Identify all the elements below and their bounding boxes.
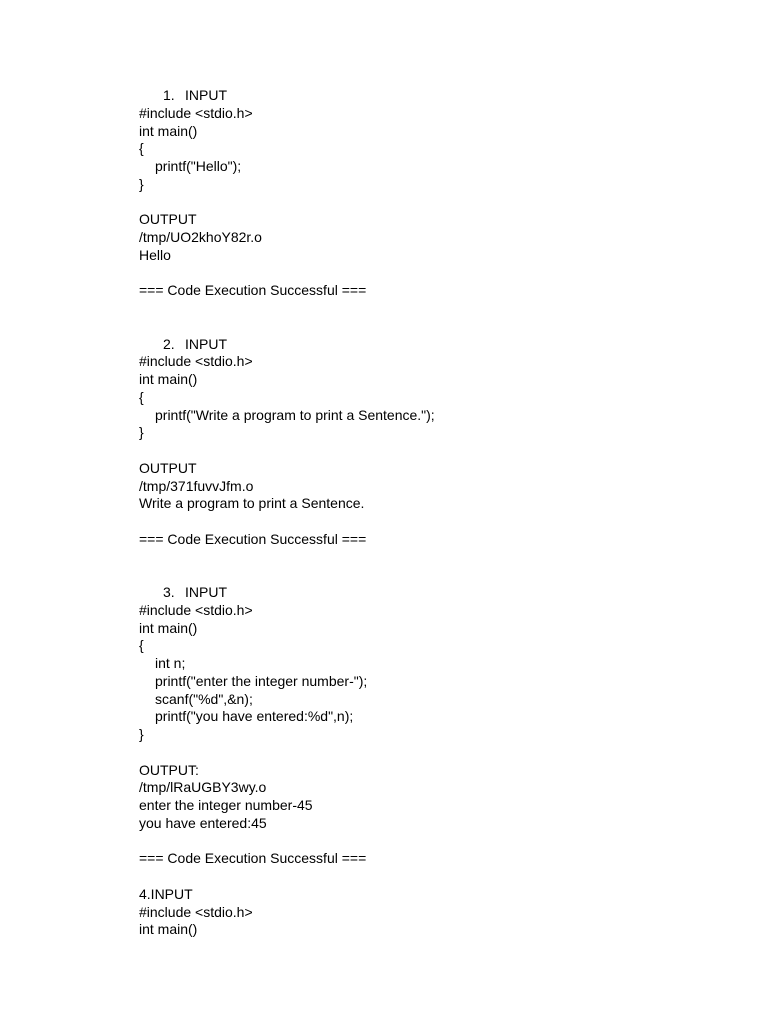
code-line: printf("you have entered:%d",n); — [155, 708, 354, 725]
section-number: 2. — [163, 335, 175, 352]
code-line: int n; — [155, 655, 186, 671]
output-line: Hello — [139, 246, 171, 263]
code-line: int main() — [139, 619, 198, 636]
code-line: #include <stdio.h> — [139, 104, 253, 121]
section-heading-text: INPUT — [185, 87, 227, 103]
code-line: } — [139, 424, 144, 441]
section-number: 1. — [163, 87, 175, 103]
section-heading-text: INPUT — [185, 335, 227, 352]
code-line: printf("enter the integer number-"); — [155, 672, 368, 689]
code-line: #include <stdio.h> — [139, 353, 253, 370]
output-line: /tmp/UO2khoY82r.o — [139, 229, 262, 245]
document-body — [139, 87, 739, 939]
output-line: enter the integer number-45 — [139, 797, 313, 813]
output-label: OUTPUT — [139, 459, 197, 476]
execution-status: === Code Execution Successful === — [139, 530, 367, 547]
output-label: OUTPUT — [139, 211, 197, 228]
code-line: int main() — [139, 371, 198, 387]
code-line: printf("Write a program to print a Sentence."); — [155, 406, 435, 423]
code-line: int main() — [139, 921, 198, 938]
code-line: } — [139, 175, 144, 192]
section-1 — [139, 87, 739, 300]
code-line: } — [139, 726, 144, 742]
output-label: OUTPUT: — [139, 761, 199, 778]
code-line: #include <stdio.h> — [139, 903, 253, 920]
code-line: { — [139, 388, 144, 405]
section-heading — [139, 336, 739, 354]
output-line: Write a program to print a Sentence. — [139, 495, 365, 512]
output-line: /tmp/371fuvvJfm.o — [139, 477, 254, 494]
section-3 — [139, 584, 739, 868]
code-line: #include <stdio.h> — [139, 601, 253, 618]
section-heading — [139, 584, 739, 602]
code-line: printf("Hello"); — [155, 158, 242, 174]
section-number: 3. — [163, 584, 175, 600]
section-heading — [139, 87, 739, 105]
section-heading-text: INPUT — [185, 584, 227, 600]
code-line: scanf("%d",&n); — [155, 690, 253, 707]
code-line: { — [139, 140, 144, 157]
execution-status: === Code Execution Successful === — [139, 282, 367, 299]
code-line: int main() — [139, 122, 198, 139]
output-line: /tmp/lRaUGBY3wy.o — [139, 779, 267, 796]
code-line: { — [139, 637, 144, 654]
section-heading: 4.INPUT — [139, 885, 193, 902]
output-line: you have entered:45 — [139, 814, 267, 831]
execution-status: === Code Execution Successful === — [139, 850, 367, 867]
section-4 — [139, 886, 739, 939]
section-2 — [139, 336, 739, 549]
